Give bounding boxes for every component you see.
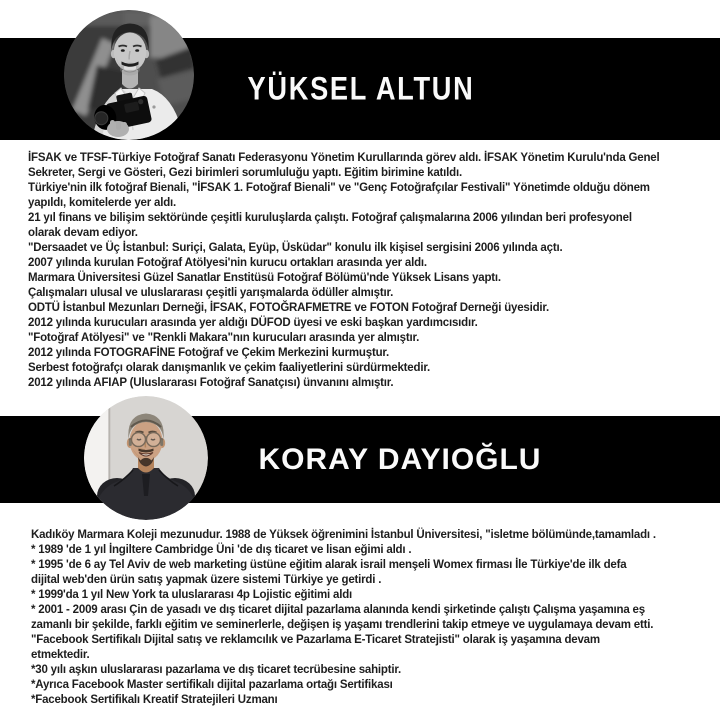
yuksel-altun-portrait-illustration: [64, 10, 194, 140]
bio-line: * 2001 - 2009 arası Çin de yasadı ve dış ticaret dijital pazarlama alanında kendi şirketinde çalıştı Çalışma yaşamına eş: [31, 604, 645, 616]
bio-line: "Fotoğraf Atölyesi" ve "Renkli Makara"nın kurucuları arasında yer almıştır.: [28, 332, 420, 344]
hand: [107, 120, 129, 137]
section-title-yuksel-altun: YÜKSEL ALTUN: [247, 70, 475, 107]
bio-line: 2012 yılında kurucuları arasında yer aldığı DÜFOD üyesi ve eski başkan yardımcısıdır.: [28, 317, 478, 329]
bio-line: "Dersaadet ve Üç İstanbul: Suriçi, Galata, Eyüp, Üsküdar" konulu ilk kişisel sergisini 2006 yılında açtı.: [28, 242, 563, 254]
bio-line: etmektedir.: [31, 649, 90, 661]
bio-line: 2012 yılında AFIAP (Uluslararası Fotoğraf Sanatçısı) ünvanını almıştır.: [28, 377, 394, 389]
bio-line: Marmara Üniversitesi Güzel Sanatlar Enstitüsü Fotoğraf Bölümü'nde Yüksek Lisans yaptı.: [28, 272, 501, 284]
koray-dayioglu-bio-text: [31, 528, 656, 708]
yuksel-altun-bio-text: [28, 151, 659, 391]
bio-line: olarak devam ediyor.: [28, 227, 138, 239]
bio-line: Çalışmaları ulusal ve uluslararası çeşitli yarışmalarda ödüller almıştır.: [28, 287, 394, 299]
koray-dayioglu-photo: [84, 396, 208, 520]
yuksel-altun-photo: [64, 10, 194, 140]
section-title-koray-dayioglu: KORAY DAYIOĞLU: [258, 442, 542, 476]
bio-line: yapıldı, komitelerde yer aldı.: [28, 197, 177, 209]
bio-line: *30 yılı aşkın uluslararası pazarlama ve dış ticaret tecrübesine sahiptir.: [31, 664, 402, 676]
koray-dayioglu-portrait-illustration: [84, 396, 208, 520]
bio-line: * 1995 'de 6 ay Tel Aviv de web marketing üstüne eğitim alarak israil menşeli Womex firması İle Türkiye'de ilk defa: [31, 559, 627, 571]
bio-line: Serbest fotoğrafçı olarak danışmanlık ve çekim faaliyetlerini sürdürmektedir.: [28, 362, 430, 374]
bio-line: 2007 yılında kurulan Fotoğraf Atölyesi'nin kurucu ortakları arasında yer aldı.: [28, 257, 427, 269]
bio-line: Sekreter, Sergi ve Gösteri, Gezi birimleri sorumluluğu yaptı. Eğitim birimine katıldı.: [28, 167, 462, 179]
bio-line: dijital web'den ürün satış yapmak üzere sistemi Türkiye ye getirdi .: [31, 574, 382, 586]
bio-line: *Ayrıca Facebook Master sertifikalı dijital pazarlama ortağı Sertifikası: [31, 679, 393, 691]
bio-line: 21 yıl finans ve bilişim sektöründe çeşitli kuruluşlarda çalıştı. Fotoğraf çalışmalarına 2006 yılından beri profesyonel: [28, 212, 632, 224]
bio-line: Kadıköy Marmara Koleji mezunudur. 1988 de Yüksek öğrenimini İstanbul Üniversitesi, "isletme bölümünde,tamamladı .: [31, 529, 656, 541]
bio-line: ODTÜ İstanbul Mezunları Derneği, İFSAK, FOTOĞRAFMETRE ve FOTON Fotoğraf Derneği üyesidir.: [28, 302, 550, 314]
bio-line: 2012 yılında FOTOGRAFİNE Fotoğraf ve Çekim Merkezini kurmuştur.: [28, 347, 390, 359]
bio-line: İFSAK ve TFSF-Türkiye Fotoğraf Sanatı Federasyonu Yönetim Kurullarında görev aldı. İFSAK Yönetim Kurulu'nda Genel: [28, 152, 660, 164]
bio-line: zamanlı bir şekilde, farklı eğitim ve seminerlerle, değişen iş yaşamı trendlerini takip etmeye ve uygulamaya devam etti.: [31, 619, 654, 631]
bio-line: "Facebook Sertifikalı Dijital satış ve reklamcılık ve Pazarlama E-Ticaret Stratejisti" olarak iş yaşamına devam: [31, 634, 600, 646]
bio-line: * 1999'da 1 yıl New York ta uluslararası 4p Lojistic eğitimi aldı: [31, 589, 353, 601]
bio-line: *Facebook Sertifikalı Kreatif Stratejileri Uzmanı: [31, 694, 278, 706]
bio-line: Türkiye'nin ilk fotoğraf Bienali, "İFSAK 1. Fotoğraf Bienali" ve "Genç Fotoğrafçılar Festivali" Yönetimde olduğu dönem: [28, 182, 650, 194]
bio-line: * 1989 'de 1 yıl İngiltere Cambridge Üni 'de dış ticaret ve lisan eğimi aldı .: [31, 544, 412, 556]
